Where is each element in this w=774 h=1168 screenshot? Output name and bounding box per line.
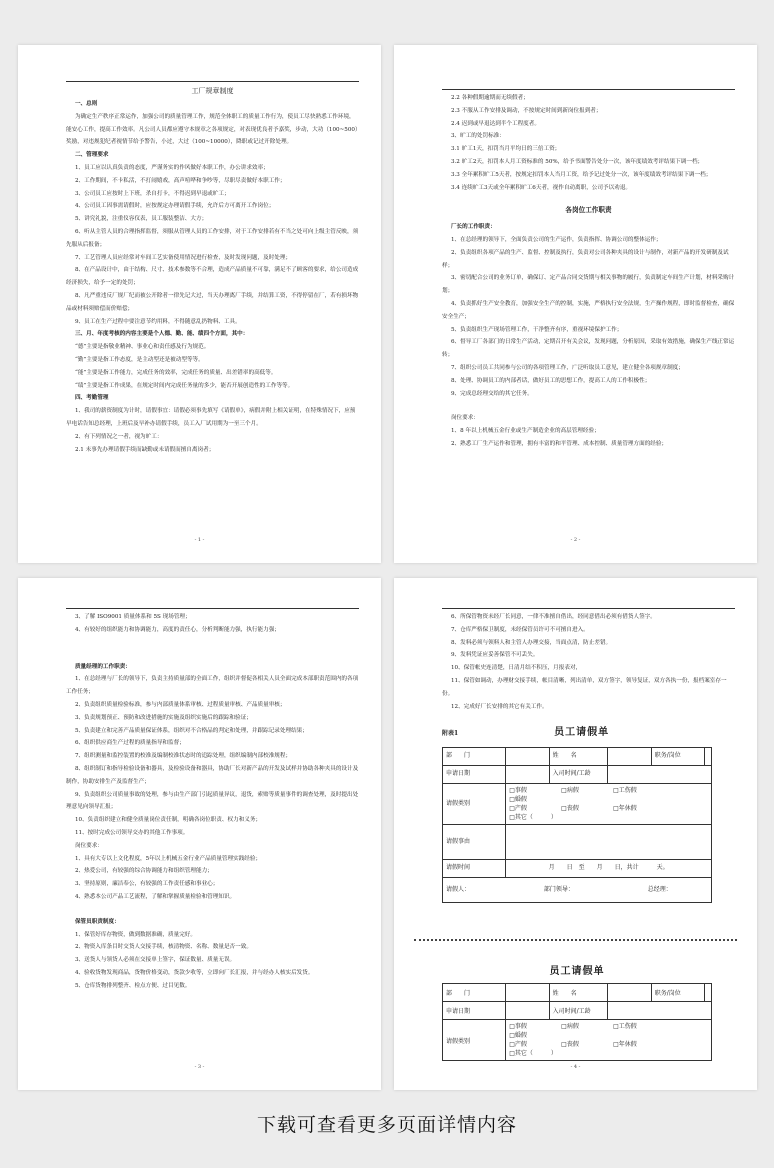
paragraph: 9、负责组织公司质量事故的处理，参与由生产部门引起质量异议，退货，索赔等质量事件的调查处理，及时提出处理意见向领导汇报； — [66, 791, 359, 811]
paragraph: 3.2 旷工2天，扣罚本人月工资标准的 50%，给予书面警告处分一次，该年度绩效考评结果下调一档； — [450, 158, 704, 165]
document-title: 工厂规章制度 — [191, 87, 234, 95]
section-heading: 质量经理的工作职责： — [74, 663, 131, 670]
paragraph: 8、凡严重违反厂规厂纪而被公开除者一律先记大过，当天办理离厂手续，并结算工资，不得停留在厂，若有损坏物品或材料须赔偿而价赔偿； — [66, 292, 359, 312]
paragraph: 8、发料必须与领料人和主管人办理交接，当面点清，防止差错。 — [450, 639, 612, 646]
paragraph: 8、在产品设计中，由于结构、尺寸、技术参数等不合理，造成产品质量不可靠，满足不了顾客的要求，给公司造成经济损失，给予一定的处罚； — [66, 267, 359, 287]
document-page-3 — [18, 578, 381, 1090]
document-page-4 — [394, 578, 757, 1090]
paragraph: 2、负责组织各项产品的生产、监督、控制及执行，负责对公司各种夹具的设计与制作，对新产品的开发研制及试样； — [442, 249, 729, 269]
apply-date-label: 申请日期 — [443, 766, 506, 784]
document-page-1 — [18, 45, 381, 563]
leave-type-label: 请假类别 — [443, 1020, 506, 1061]
paragraph: 2.4 迟到或早退达到半个工程度者。 — [450, 120, 540, 127]
type-option[interactable]: □年休假 — [613, 805, 637, 813]
type-option[interactable]: □婚假 — [509, 796, 527, 804]
paragraph: 4、公司员工因事需请假时，应按规定办理请假手续，允许后方可离开工作岗位； — [74, 203, 275, 210]
header-rule — [442, 89, 735, 90]
type-option[interactable]: □婚假 — [509, 1032, 527, 1039]
paragraph: 5、负责组织生产现场管理工作，干净整齐有序，重视环境保护工作； — [450, 326, 623, 333]
type-option[interactable]: □事假 — [509, 787, 527, 795]
paragraph: 9、完成总经理交给的其它任务。 — [450, 390, 533, 397]
name-field[interactable] — [608, 984, 651, 1002]
type-option[interactable]: □病假 — [561, 1023, 579, 1030]
paragraph: 岗位要求： — [74, 842, 103, 849]
paragraph: 6、督导工厂各部门的日常生产活动，定期召开有关会议，发现问题，分析原因，采取有效措施，确保生产线正常运转； — [442, 339, 735, 359]
type-option[interactable]: □工伤假 — [613, 1023, 637, 1030]
page-body — [66, 98, 359, 456]
paragraph: 10、保管帐史连清楚，日清月结不积压，月报表对， — [450, 665, 582, 672]
paragraph: “勤”主要是指工作态度，是主动型还是被动型等等。 — [74, 356, 204, 363]
paragraph: 岗位要求： — [450, 415, 479, 422]
section-heading: 二、管理要求 — [74, 152, 109, 159]
paragraph: 1、保管好库存物资，做到数据准确，质量完好。 — [74, 931, 196, 938]
name-label: 姓 名 — [549, 748, 608, 766]
paragraph: “绩”主要是指工作成果，在规定时间内完成任务量的多少，能否开展创造性的工作等等。 — [74, 382, 294, 389]
paragraph: 8、处理、协调员工的内部者话，做好员工的思想工作，提高工人的工作积极性； — [450, 377, 651, 384]
signature-row — [443, 878, 712, 903]
type-option[interactable]: □事假 — [509, 1023, 527, 1030]
header-rule — [66, 608, 359, 609]
paragraph: 2、负责组织质量检验标准，参与内部质量体系审核、过程质量审核、产品质量审核； — [74, 701, 286, 708]
page-number: - 1 - — [194, 537, 205, 543]
paragraph: 2、工作期间，不卡私活，不打闹嬉戏，高声喧哗和争吵等，尽职尽责做好本职工作； — [74, 177, 286, 184]
dotted-divider — [414, 939, 737, 941]
entry-time-label: 入司时间/工龄 — [549, 766, 608, 784]
position-field[interactable] — [705, 748, 712, 766]
leave-form-table — [442, 983, 712, 1061]
entry-time-field[interactable] — [608, 766, 712, 784]
paragraph: 2.2 各种假期逾期而无续假者； — [450, 95, 529, 101]
page-body — [66, 611, 359, 993]
section-heading: 四、考勤管理 — [74, 395, 109, 402]
type-option[interactable]: □其它（ ） — [509, 814, 557, 822]
section-heading: 厂长的工作职责： — [450, 224, 496, 231]
type-option[interactable]: □其它（ ） — [509, 1050, 557, 1057]
paragraph: 1、员工应以认真负责的态度，严谨务实的作风做好本职工作，办公讲求效率； — [74, 164, 269, 171]
spacer — [66, 904, 359, 916]
paragraph: 1、在总经理与厂长的领导下，负责主持质量部的全面工作，组织并督促各相关人员全面完成本部职责范围内的各项工作任务； — [66, 676, 359, 696]
paragraph: 1、我司的薪资制度为计时，请假事宜：请假必须事先填写《请假单》，病假并附上相关证明，在特殊情况下，应预早电话告知总经理，上班后及早补办请假手续，员工入厂试用期为一至三个月。 — [66, 408, 356, 427]
paragraph: 5、仓库货物排列整齐、检点方便、过目见数。 — [74, 982, 191, 989]
page-body — [442, 611, 735, 713]
paragraph: 3、送货人与领货人必须在交接单上签字，保证数量、质量无误。 — [74, 957, 236, 964]
type-option[interactable]: □病假 — [561, 787, 579, 795]
document-page-2 — [394, 45, 757, 563]
paragraph: 为确定生产秩序正常运作，加强公司的质量管理工作，规范全体职工的质量工作行为，使员工尽快熟悉工作环境，能安心工作，提高工作效率。凡公司人员都应遵守本规章之各项规定，对表现优良者予嘉奖，步动，大功（100~500）奖励，对违规犯纪者视情节给予警告，小过，大过（100~10000），降职或记过开除处理。 — [66, 113, 358, 146]
paragraph: 3、坚持原则，廉洁奉公，有较强的工作责任感和事业心； — [74, 881, 219, 888]
paragraph: 2、有下列情况之一者，视为旷工： — [74, 433, 163, 440]
download-more-text: 下载可查看更多页面详情内容 — [256, 1114, 517, 1136]
leave-form-header — [442, 962, 712, 977]
page-body — [442, 92, 735, 451]
type-option[interactable]: □年休假 — [613, 1041, 637, 1048]
dept-label: 部 门 — [443, 748, 506, 766]
paragraph: 8、组织制订和指导检验设备和器具，及检验设备和器具，协助厂长对新产品的开发及试样并协助各种夹具的设计及制作，协助安排生产及监督生产； — [66, 765, 359, 785]
paragraph: 2.3 不服从工作安排及调动，不按规定时间到新岗位报到者； — [450, 107, 602, 114]
paragraph: 2、热爱公司，有较强的综合协调能力和组织管理能力； — [74, 868, 213, 875]
reason-label: 请假事由 — [443, 825, 506, 860]
section-heading: 一、总则 — [74, 101, 98, 107]
paragraph: 7、组织公司员工共同参与公司的各项管理工作，广泛听取员工意见，建立健全各项规章制度； — [450, 364, 684, 371]
spacer — [66, 637, 359, 649]
page-number: - 2 - — [570, 537, 581, 543]
leave-form-title: 员工请假单 — [554, 727, 610, 739]
header-rule — [442, 608, 735, 609]
paragraph: 7、仓库严格保卫制度，未经保管员许可不可擅自进入。 — [450, 626, 589, 633]
apply-date-label: 申请日期 — [443, 1002, 506, 1020]
position-field[interactable] — [705, 984, 712, 1002]
paragraph: 3.4 连续旷工3天或全年累积旷工6天者，视作自动离职，公司予以劝退。 — [450, 184, 631, 191]
leave-time-label: 请假时间 — [443, 860, 506, 878]
paragraph: “德”主要是指敬业精神、事业心和责任感及行为规范。 — [74, 344, 210, 351]
leave-form-table — [442, 747, 712, 903]
paragraph: 3、密切配合公司的业务订单，确保订、定产品合同交货期与相关事物的履行，负责制定车间生产计划，材料采购计划； — [442, 275, 735, 295]
paragraph: 9、发料凭证应妥善保管不可丢失。 — [450, 652, 539, 659]
dept-field[interactable] — [506, 984, 549, 1002]
apply-date-field[interactable] — [506, 1002, 549, 1020]
leave-form-header — [442, 727, 735, 741]
paragraph: 2.1 未事先办理请假手续而缺勤或未请假而擅自离岗者； — [74, 446, 215, 453]
leave-type-label: 请假类别 — [443, 784, 506, 825]
header-rule — [66, 81, 359, 82]
dept-label: 部 门 — [443, 984, 506, 1002]
spacer — [442, 400, 735, 412]
paragraph: “能”主要是指工作能力，完成任务的效率，完成任务的质量、出差错率的高低等。 — [74, 369, 277, 376]
paragraph: 12、完成好厂长安排的其它有关工作。 — [450, 703, 548, 710]
type-option[interactable]: □产假 — [509, 805, 527, 813]
paragraph: 4、负责抓好生产安全教育，加强安全生产的控制，实施，严格执行安全法规，生产操作规程，即时监督检查，确保安全生产； — [442, 300, 735, 320]
dept-field[interactable] — [506, 748, 549, 766]
paragraph: 10、负责组织建立和健全质量岗位责任制，明确各岗位职责、权力和义务； — [74, 817, 262, 824]
paragraph: 4、熟悉本公司产品工艺流程，了解和掌握质量检验和管理知识。 — [74, 893, 236, 900]
paragraph: 2、物资入库条目时交货人交接手续，核清物资、名称、数量是否一致。 — [74, 944, 252, 951]
entry-time-field[interactable] — [608, 1002, 712, 1020]
paragraph: 5、负责建立和完善产品质量保证体系，组织对不合格品的判定和处理，并跟踪记录处理结果； — [74, 727, 308, 734]
paragraph: 9、员工在生产过程中要注意节约用料，不得随意乱扔物料、工具。 — [74, 318, 241, 325]
paragraph: 3、公司员工应按时上下班，杀自打卡，不得迟到早退或旷工； — [74, 190, 230, 197]
leave-form-copy — [442, 962, 712, 1061]
paragraph: 3.1 旷工1天，扣罚当月平均日的三倍工资； — [450, 146, 561, 153]
paragraph: 1、在总经理的领导下，全面负责公司的生产运作，负责指挥、协调公司的整体运作； — [450, 236, 662, 243]
spacer — [66, 649, 359, 661]
leave-time-field[interactable]: 月 日 至 月 日，共计 天。 — [506, 860, 712, 878]
position-label: 职务/岗位 — [651, 748, 704, 766]
type-option[interactable]: □丧假 — [561, 805, 579, 813]
paragraph: 1、具有大专以上文化程度，5年以上机械五金行业产品质量管理实践经验； — [74, 855, 262, 862]
leave-type-options[interactable] — [506, 1020, 712, 1061]
type-option[interactable]: □丧假 — [561, 1041, 579, 1048]
paragraph: 11、保管如调动，办理财交接手续，帐目清晰，列出清单，双方签字，领导复证，双方各执一份，报档案室存一份。 — [442, 677, 727, 697]
attachment-label: 附表1 — [442, 730, 459, 738]
section-heading: 保管员职责制度： — [74, 918, 120, 925]
paragraph: 5、讲究礼貌，注重仪容仪表，员工服装整洁、大方； — [74, 216, 208, 223]
name-field[interactable] — [608, 748, 651, 766]
paragraph: 6、听从主管人员的合理指挥监督，须服从管理人员的工作安排，对于工作安排若有不当之处可向上级主管反映，须先服从后报备； — [66, 228, 359, 248]
page-number: - 3 - — [194, 1064, 205, 1070]
paragraph: 4、有较好的组织能力和协调能力，高度的责任心，分析判断能力强，执行能力强； — [74, 626, 280, 633]
paragraph: 3、了解 ISO9001 质量体系和 5S 现场管理； — [74, 614, 191, 620]
paragraph: 11、按时完成公司领导交办的其他工作事项。 — [74, 829, 189, 836]
reason-field[interactable] — [506, 825, 712, 860]
section-heading: 三、月、年度考核的内容主要是个人德、勤、能、绩四个方面，其中： — [74, 331, 249, 338]
section-heading: 各岗位工作职责 — [565, 206, 612, 215]
leave-form-title: 员工请假单 — [549, 966, 605, 977]
name-label: 姓 名 — [549, 984, 608, 1002]
paragraph: 3、旷工的处罚标准： — [450, 133, 505, 140]
paragraph: 7、工艺管理人员应经常对车间工艺实备使用情况进行检查，及时发现问题，及时处理； — [74, 254, 292, 261]
paragraph: 6、所保管物资未经厂长同意，一律不准擅自借出，经同意借出必须有借货人签字。 — [450, 614, 656, 620]
apply-date-field[interactable] — [506, 766, 549, 784]
paragraph: 1、8 年以上机械五金行业或生产制造企业的高层管理经验； — [450, 428, 600, 435]
entry-time-label: 入司时间/工龄 — [549, 1002, 608, 1020]
paragraph: 7、组织测量和监控装置的校准及编制校准状态时的追踪处理，组织编制内部校准规程； — [74, 753, 292, 760]
type-option[interactable]: □产假 — [509, 1041, 527, 1048]
dept-leader-label: 部门领导： — [543, 885, 574, 893]
paragraph: 4、验收货物发现商品，货物价格变动，货款少收等，立即向厂长汇报，并与经办人核实后发货。 — [74, 969, 314, 976]
leave-type-options[interactable] — [506, 784, 712, 825]
paragraph: 2、熟悉工厂生产运作和管理，拥有丰富的和平管理、成本控制、质量管理方面的经验； — [450, 440, 668, 447]
page-number: - 4 - — [570, 1064, 581, 1070]
paragraph: 3.3 全年累积旷工5天者，按规定扣罚本人当月工资，给予记过处分一次，该年度绩效考评结果下调一档； — [450, 171, 712, 178]
position-label: 职务/岗位 — [651, 984, 704, 1002]
paragraph: 6、组织供应商生产过程的质量指导和监督； — [74, 740, 185, 747]
type-option[interactable]: □工伤假 — [613, 787, 637, 795]
gm-label: 总经理： — [647, 885, 672, 893]
applicant-label: 请假人： — [446, 885, 471, 893]
paragraph: 3、负责规划预正、预防和改进措施的实施及组织实施后的跟踪和验证； — [74, 714, 252, 721]
